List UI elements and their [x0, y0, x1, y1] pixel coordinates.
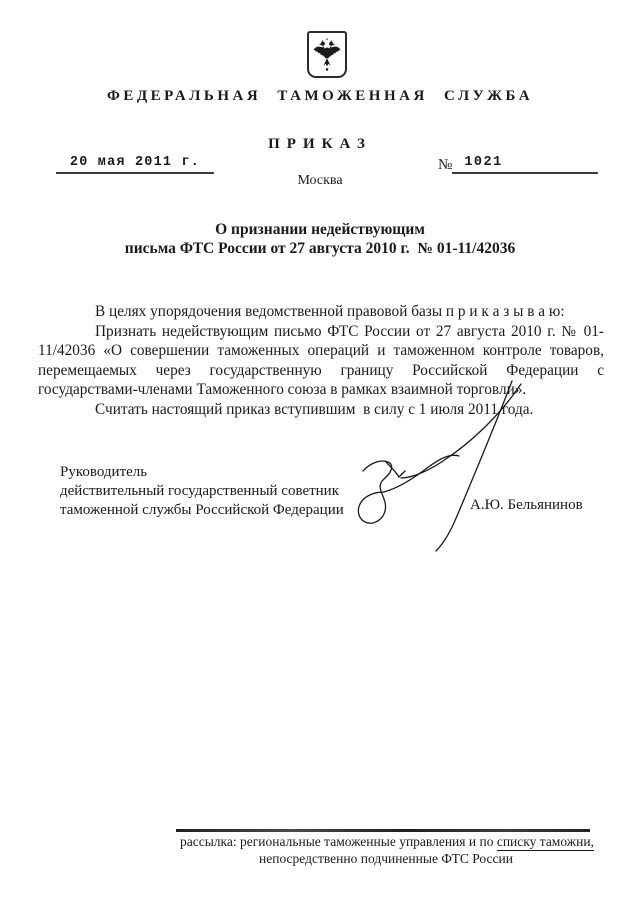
city-label: Москва — [297, 173, 343, 188]
subject-line-2: письма ФТС России от 27 августа 2010 г. № 01-11/42036 — [124, 240, 516, 257]
footer-divider — [176, 829, 590, 832]
order-subject — [0, 220, 640, 258]
distribution-note-line2: непосредственно подчиненные ФТС России — [259, 851, 513, 866]
signer-position-line: таможенной службы Российской Федерации — [60, 501, 344, 518]
doc-type-title: ПРИКАЗ — [268, 136, 372, 152]
distribution-underlined-text: списку таможни, — [496, 834, 594, 849]
order-number-field — [438, 155, 598, 174]
body-paragraph: Признать недействующим письмо ФТС России от 27 августа 2010 г. № 01-11/42036 «О совершении таможенных операций и таможенном контроле товаров, перемещаемых через государственную границу Российской Федерации с государствами-членами Таможенного союза в рамках взаимной торговли». — [38, 322, 604, 399]
subject-line-1: О признании недействующим — [215, 221, 425, 238]
body-paragraph: В целях упорядочения ведомственной правовой базы п р и к а з ы в а ю: — [95, 303, 565, 320]
signer-position — [60, 463, 344, 519]
body-paragraph: Считать настоящий приказ вступившим в силу с 1 июля 2011 года. — [95, 400, 534, 418]
distribution-note — [180, 834, 600, 850]
number-sign: № — [438, 157, 453, 173]
order-number: 1021 — [452, 155, 598, 174]
order-date: 20 мая 2011 г. — [56, 155, 214, 174]
double-headed-eagle-icon — [311, 36, 343, 74]
agency-name: ФЕДЕРАЛЬНАЯ ТАМОЖЕННАЯ СЛУЖБА — [106, 88, 534, 104]
order-body — [38, 302, 604, 420]
signer-position-line: Руководитель — [60, 464, 148, 480]
coat-of-arms-emblem — [307, 31, 347, 78]
signer-position-line: действительный государственный советник — [60, 482, 340, 499]
signer-name: А.Ю. Бельянинов — [470, 497, 583, 513]
distribution-text: рассылка: региональные таможенные управления и по — [180, 834, 497, 849]
